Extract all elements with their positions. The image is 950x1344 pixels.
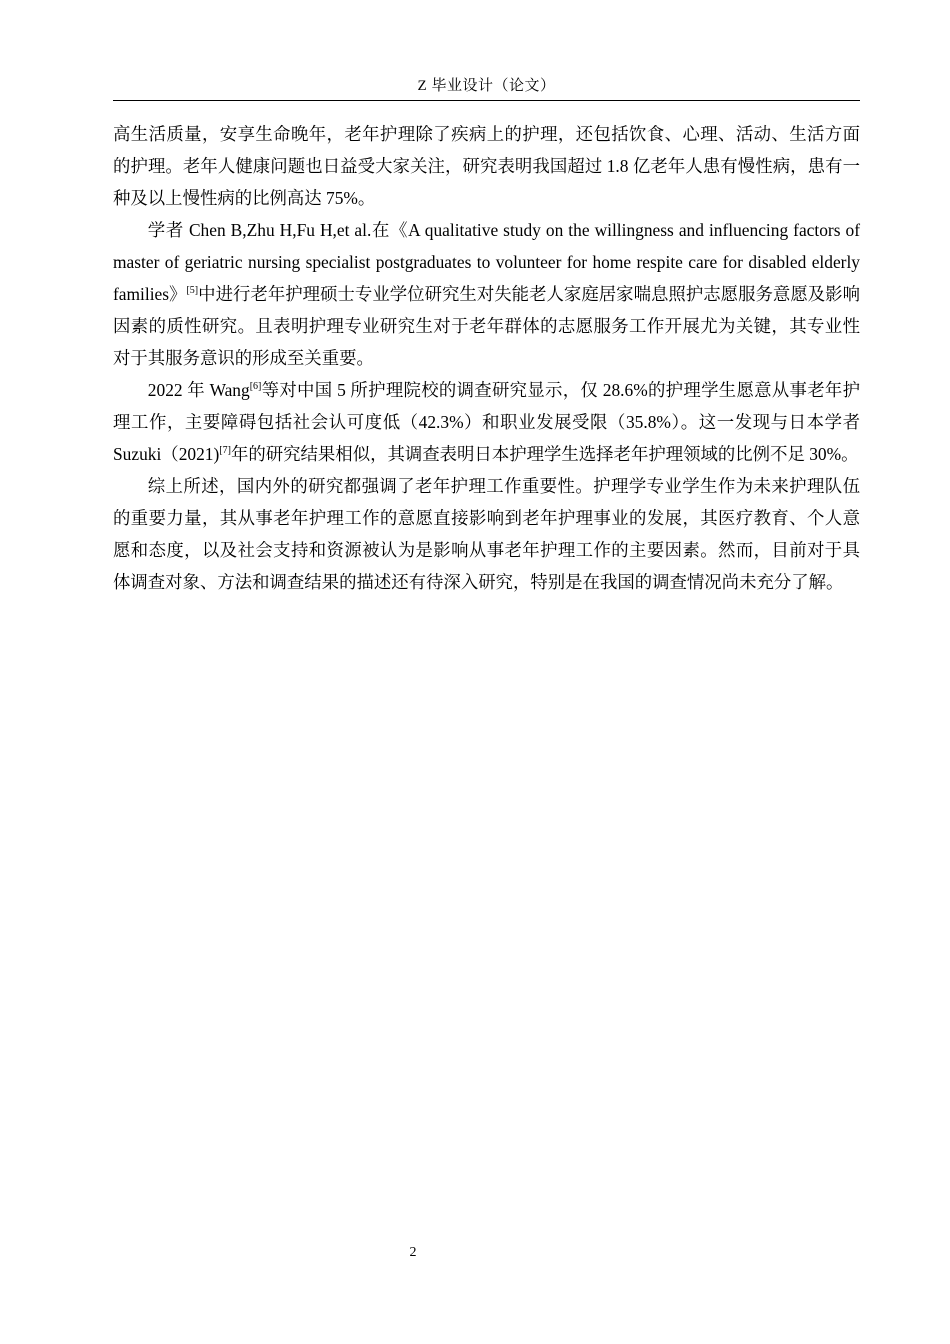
page-number: 2: [409, 1245, 417, 1260]
citation-ref: [6]: [249, 381, 262, 392]
paragraph-chen-study: [113, 214, 860, 374]
paragraph-text: 等对中国 5 所护理院校的调查研究显示，仅 28.6%的护理学生愿意从事老年护理工作，主要障碍包括社会认可度低（42.3%）和职业发展受限（35.8%）。这一发现与日本学者 Suzuki（2021): [113, 380, 860, 464]
citation-ref: [7]: [219, 445, 231, 456]
page-header-title: Z 毕业设计（论文）: [417, 78, 556, 94]
paragraph-text: 2022 年 Wang: [147, 380, 250, 400]
body-text: [113, 118, 860, 598]
paragraph-text: 中进行老年护理硕士专业学位研究生对失能老人家庭居家喘息照护志愿服务意愿及影响因素的质性研究。且表明护理专业研究生对于老年群体的志愿服务工作开展尤为关键，其专业性对于其服务意识的形成至关重要。: [113, 284, 860, 368]
header-divider: [113, 100, 860, 101]
paragraph-text: 年的研究结果相似，其调查表明日本护理学生选择老年护理领域的比例不足 30%。: [230, 444, 859, 464]
citation-ref: [5]: [186, 285, 199, 296]
paragraph-wang-study: [113, 374, 860, 470]
paragraph-text: 学者 Chen B,Zhu H,Fu H,et al.在《A qualitative study on the willingness and influencing factors of master of geriatric nursing specialist postgraduates to volunteer for home respite care for disabled elderly families》: [113, 220, 860, 304]
paragraph-continued: 高生活质量，安享生命晚年，老年护理除了疾病上的护理，还包括饮食、心理、活动、生活方面的护理。老年人健康问题也日益受大家关注，研究表明我国超过 1.8 亿老年人患有慢性病，患有一种及以上慢性病的比例高达 75%。: [113, 124, 860, 208]
paragraph-summary: 综上所述，国内外的研究都强调了老年护理工作重要性。护理学专业学生作为未来护理队伍的重要力量，其从事老年护理工作的意愿直接影响到老年护理事业的发展，其医疗教育、个人意愿和态度，以及社会支持和资源被认为是影响从事老年护理工作的主要因素。然而，目前对于具体调查对象、方法和调查结果的描述还有待深入研究，特别是在我国的调查情况尚未充分了解。: [113, 476, 860, 592]
